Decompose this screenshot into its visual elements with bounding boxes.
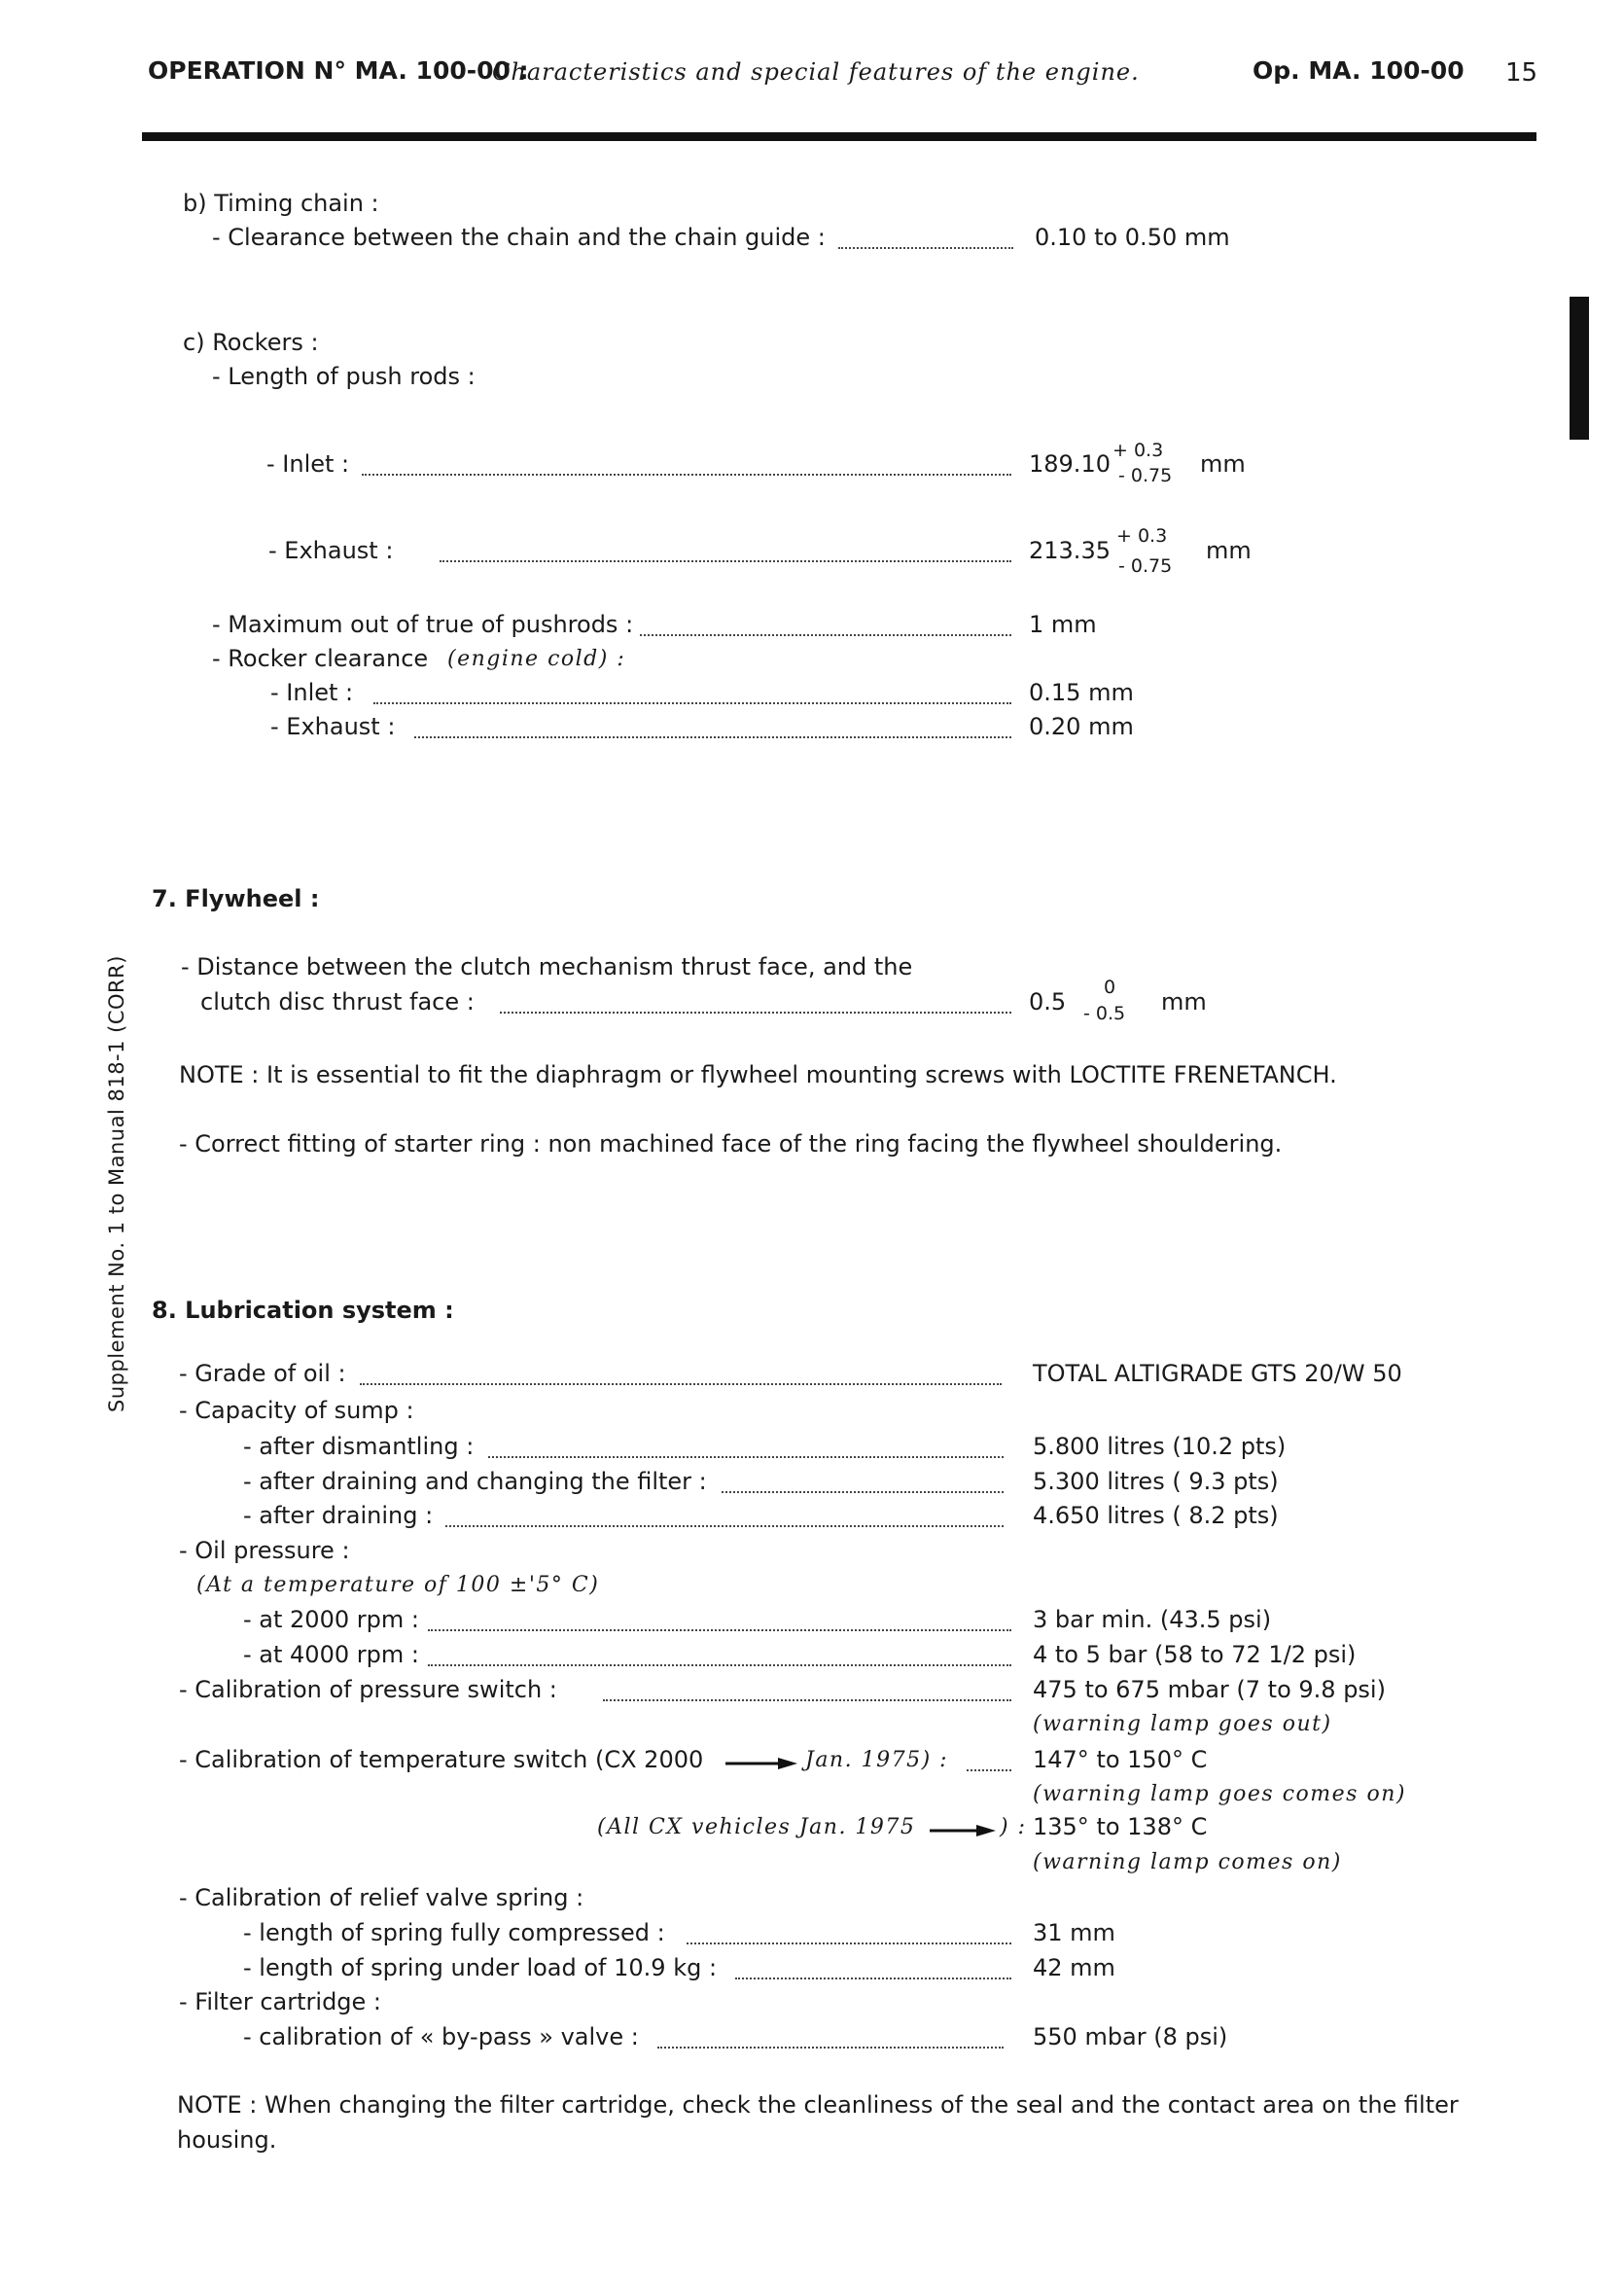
flywheel-distance-line2: clutch disc thrust face : [200, 988, 475, 1016]
pressure-switch-value: 475 to 675 mbar (7 to 9.8 psi) [1033, 1676, 1386, 1703]
filter-note-line2: housing. [177, 2126, 277, 2154]
bypass-valve-label: - calibration of « by-pass » valve : [243, 2023, 639, 2050]
bypass-valve-value: 550 mbar (8 psi) [1033, 2023, 1228, 2050]
all-cx-vehicles-label: (All CX vehicles Jan. 1975 [597, 1815, 916, 1839]
pressure-4000rpm-label: - at 4000 rpm : [243, 1641, 419, 1668]
push-rod-exhaust-minus-tolerance: - 0.75 [1118, 555, 1173, 577]
leader-dots [722, 1491, 1004, 1493]
header-rule [142, 132, 1536, 141]
rockers-heading: c) Rockers : [183, 329, 319, 356]
push-rod-exhaust-value: 213.35 [1029, 537, 1111, 564]
flywheel-distance-value: 0.5 [1029, 988, 1067, 1016]
after-dismantling-label: - after dismantling : [243, 1433, 475, 1460]
starter-ring-fitting: - Correct fitting of starter ring : non machined face of the ring facing the flywheel shouldering. [179, 1130, 1283, 1158]
leader-dots [428, 1664, 1011, 1666]
oil-pressure-label: - Oil pressure : [179, 1537, 350, 1564]
leader-dots [657, 2047, 1004, 2049]
leader-dots [362, 474, 1011, 476]
arrow-right-icon [725, 1757, 797, 1770]
pressure-2000rpm-value: 3 bar min. (43.5 psi) [1033, 1606, 1272, 1633]
leader-dots [687, 1942, 1011, 1944]
push-rod-exhaust-label: - Exhaust : [268, 537, 394, 564]
operation-reference: Op. MA. 100-00 [1253, 56, 1465, 85]
all-cx-vehicles-close: ) : [1000, 1815, 1027, 1839]
after-dismantling-value: 5.800 litres (10.2 pts) [1033, 1433, 1287, 1460]
leader-dots [838, 247, 1013, 249]
after-draining-label: - after draining : [243, 1502, 434, 1529]
out-of-true-value: 1 mm [1029, 611, 1097, 638]
out-of-true-label: - Maximum out of true of pushrods : [212, 611, 634, 638]
spring-compressed-label: - length of spring fully compressed : [243, 1919, 665, 1946]
filter-note-line1: NOTE : When changing the filter cartridge, check the cleanliness of the seal and the contact area on the filter [177, 2091, 1459, 2119]
relief-valve-label: - Calibration of relief valve spring : [179, 1884, 584, 1911]
pressure-2000rpm-label: - at 2000 rpm : [243, 1606, 419, 1633]
after-draining-filter-value: 5.300 litres ( 9.3 pts) [1033, 1468, 1279, 1495]
chain-clearance-label: - Clearance between the chain and the chain guide : [212, 224, 826, 251]
operation-subtitle: Characteristics and special features of the engine. [492, 58, 1140, 86]
section-tab-marker [1570, 297, 1589, 440]
leader-dots [440, 560, 1011, 562]
oil-pressure-temperature: (At a temperature of 100 ±'5° C) [196, 1573, 600, 1597]
leader-dots [373, 702, 1011, 704]
push-rod-exhaust-unit: mm [1206, 537, 1252, 564]
rocker-clearance-inlet-value: 0.15 mm [1029, 679, 1134, 706]
push-rod-inlet-plus-tolerance: + 0.3 [1112, 440, 1164, 461]
sump-capacity-label: - Capacity of sump : [179, 1397, 414, 1424]
leader-dots [967, 1769, 1011, 1771]
flywheel-note: NOTE : It is essential to fit the diaphragm or flywheel mounting screws with LOCTITE FRENETANCH. [179, 1061, 1337, 1088]
spring-compressed-value: 31 mm [1033, 1919, 1115, 1946]
temperature-switch-value: 147° to 150° C [1033, 1746, 1208, 1773]
lubrication-heading: 8. Lubrication system : [152, 1297, 454, 1324]
push-rod-exhaust-plus-tolerance: + 0.3 [1116, 525, 1168, 547]
pressure-4000rpm-value: 4 to 5 bar (58 to 72 1/2 psi) [1033, 1641, 1357, 1668]
oil-grade-label: - Grade of oil : [179, 1360, 346, 1387]
leader-dots [414, 736, 1011, 738]
leader-dots [735, 1978, 1011, 1979]
temperature-switch-date: Jan. 1975) : [805, 1748, 949, 1772]
push-rod-inlet-minus-tolerance: - 0.75 [1118, 465, 1173, 486]
temperature-switch-note: (warning lamp goes comes on) [1033, 1782, 1406, 1806]
after-draining-filter-label: - after draining and changing the filter : [243, 1468, 707, 1495]
flywheel-heading: 7. Flywheel : [152, 885, 320, 912]
flywheel-distance-minus-tolerance: - 0.5 [1083, 1003, 1126, 1024]
rocker-clearance-condition: (engine cold) : [447, 647, 626, 671]
push-rod-inlet-label: - Inlet : [266, 450, 350, 478]
arrow-right-icon [930, 1824, 996, 1837]
rocker-clearance-exhaust-label: - Exhaust : [270, 713, 396, 740]
rocker-clearance-inlet-label: - Inlet : [270, 679, 354, 706]
push-rods-label: - Length of push rods : [212, 363, 476, 390]
leader-dots [640, 634, 1011, 636]
filter-cartridge-label: - Filter cartridge : [179, 1988, 382, 2015]
pressure-switch-label: - Calibration of pressure switch : [179, 1676, 557, 1703]
leader-dots [360, 1383, 1002, 1385]
all-cx-vehicles-note: (warning lamp comes on) [1033, 1850, 1342, 1874]
spring-under-load-value: 42 mm [1033, 1954, 1115, 1981]
leader-dots [603, 1699, 1011, 1701]
temperature-switch-label: - Calibration of temperature switch (CX 2000 [179, 1746, 704, 1773]
rocker-clearance-label: - Rocker clearance [212, 645, 429, 672]
timing-chain-heading: b) Timing chain : [183, 190, 379, 217]
flywheel-distance-plus-tolerance: 0 [1104, 977, 1116, 998]
pressure-switch-note: (warning lamp goes out) [1033, 1712, 1332, 1736]
push-rod-inlet-value: 189.10 [1029, 450, 1111, 478]
oil-grade-value: TOTAL ALTIGRADE GTS 20/W 50 [1033, 1360, 1402, 1387]
page-number: 15 [1505, 58, 1538, 88]
flywheel-distance-line1: - Distance between the clutch mechanism thrust face, and the [181, 953, 913, 980]
leader-dots [445, 1525, 1004, 1527]
flywheel-distance-unit: mm [1161, 988, 1207, 1016]
chain-clearance-value: 0.10 to 0.50 mm [1035, 224, 1230, 251]
leader-dots [500, 1012, 1011, 1014]
spring-under-load-label: - length of spring under load of 10.9 kg : [243, 1954, 718, 1981]
leader-dots [428, 1629, 1011, 1631]
after-draining-value: 4.650 litres ( 8.2 pts) [1033, 1502, 1279, 1529]
push-rod-inlet-unit: mm [1200, 450, 1246, 478]
all-cx-vehicles-value: 135° to 138° C [1033, 1813, 1208, 1840]
leader-dots [488, 1456, 1004, 1458]
operation-title: OPERATION N° MA. 100-00 : [148, 56, 529, 85]
supplement-side-note: Supplement No. 1 to Manual 818-1 (CORR) [105, 955, 128, 1412]
rocker-clearance-exhaust-value: 0.20 mm [1029, 713, 1134, 740]
